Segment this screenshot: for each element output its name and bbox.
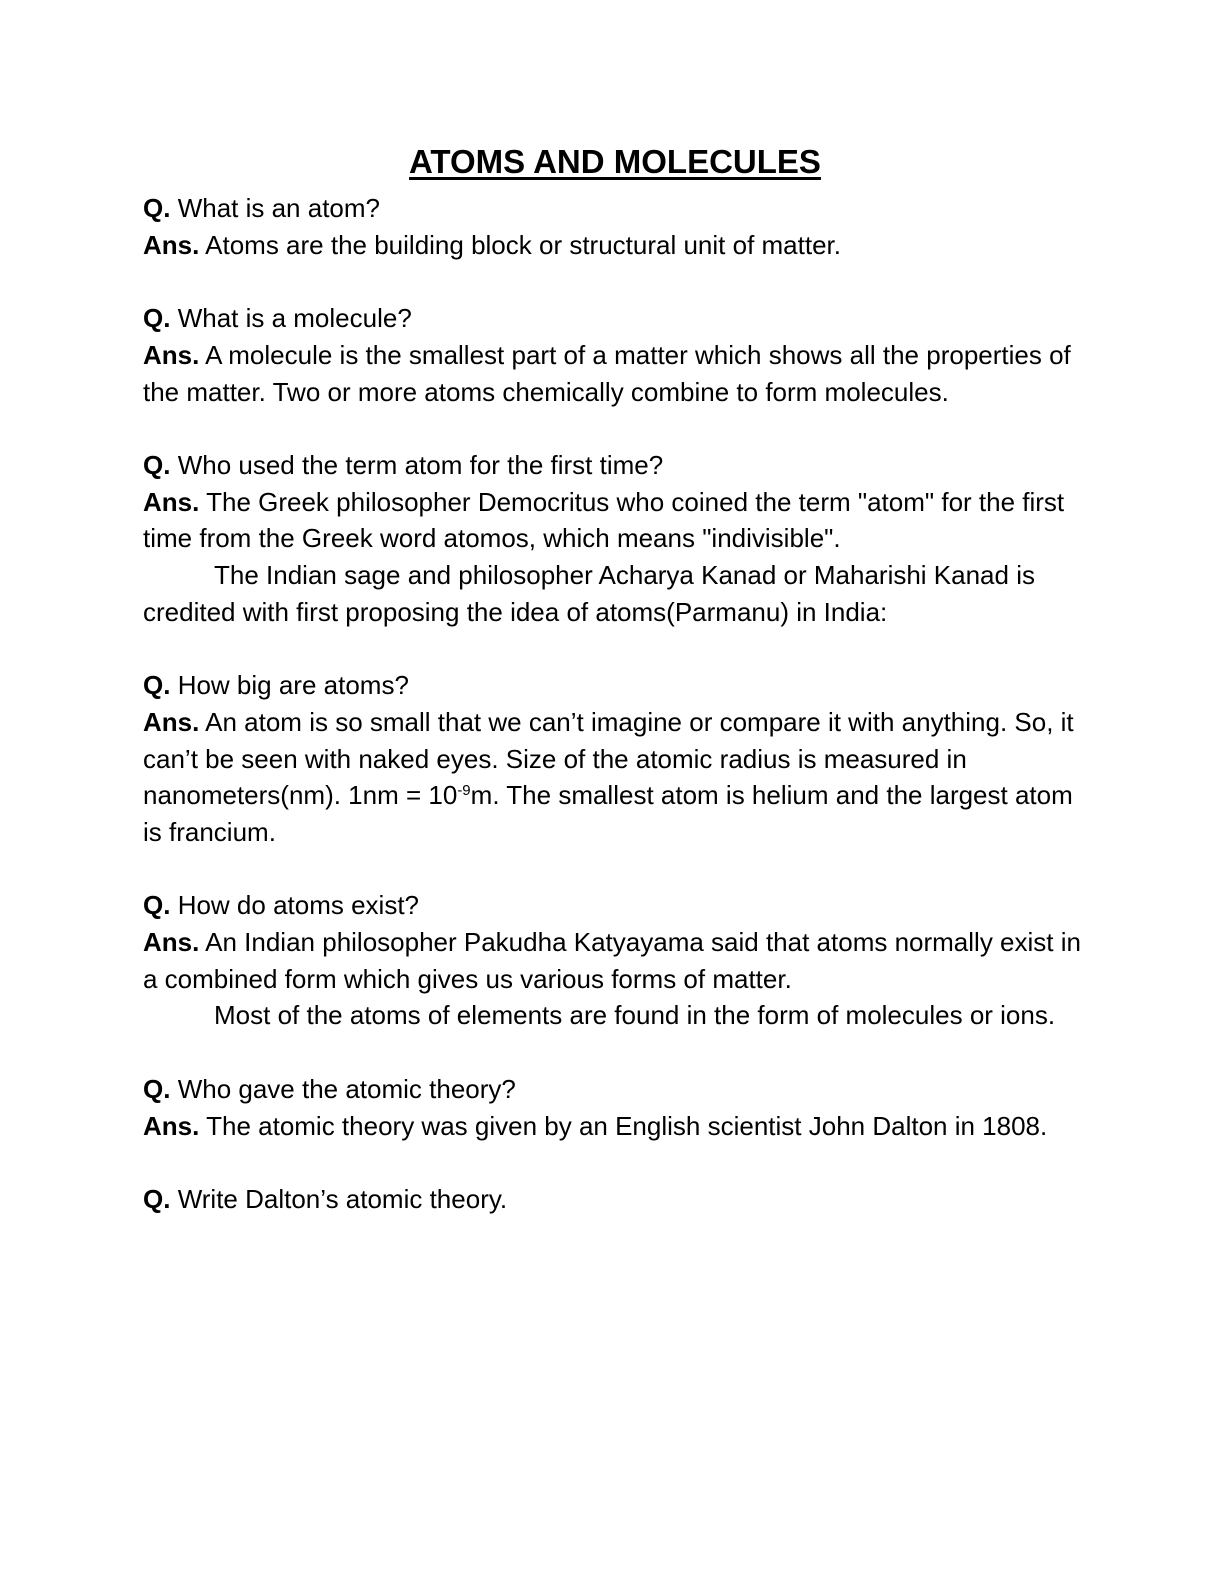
answer [143,704,1083,851]
question-text: What is an atom? [177,193,380,223]
answer-text: Atoms are the building block or structural unit of matter. [205,229,841,260]
question [143,1181,1083,1218]
qa-item [143,887,1083,1034]
qa-item [143,447,1083,631]
q-label: Q. [143,890,171,921]
q-label: Q. [143,303,171,334]
answer-text: The Greek philosopher Democritus who coined the term "atom" for the first time from the Greek word atomos, which means "indivisible". [143,486,1065,554]
answer [143,227,1083,264]
question-text: Who used the term atom for the first time? [177,449,664,480]
answer-text: A molecule is the smallest part of a matter which shows all the properties of the matter. Two or more atoms chemically combine to form molecules. [143,339,1071,407]
ans-label: Ans. [143,486,200,517]
q-label: Q. [143,1073,171,1104]
qa-item [143,1181,1083,1218]
q-label: Q. [143,670,171,701]
qa-item [143,1071,1083,1144]
q-label: Q. [143,1183,171,1214]
question [143,667,1083,704]
q-label: Q. [143,193,171,223]
ans-label: Ans. [143,927,200,957]
question [143,300,1083,337]
ans-label: Ans. [143,706,200,737]
qa-item [143,300,1083,410]
qa-item [143,190,1083,263]
question-text: What is a molecule? [177,303,412,334]
qa-item [143,667,1083,851]
document-title: ATOMS AND MOLECULES [409,143,821,180]
answer-extra: Most of the atoms of elements are found in the form of molecules or ions. [214,1000,1056,1031]
answer-text-cont: m. The smallest atom is helium and the largest atom is francium. [143,780,1073,847]
question-text: Who gave the atomic theory? [177,1073,516,1104]
answer [143,924,1083,997]
answer-text: The atomic theory was given by an English scientist John Dalton in 1808. [206,1110,1048,1141]
question [143,190,1083,227]
answer-extra: The Indian sage and philosopher Acharya Kanad or Maharishi Kanad is credited with first proposing the idea of atoms(Parmanu) in India: [143,560,1035,627]
question-text: How do atoms exist? [177,890,420,921]
answer-text: An Indian philosopher Pakudha Katyayama said that atoms normally exist in a combined form which gives us various forms of matter. [143,927,1081,994]
question [143,447,1083,484]
q-label: Q. [143,449,171,480]
question [143,1071,1083,1108]
question-text: Write Dalton’s atomic theory. [177,1183,508,1214]
question [143,887,1083,924]
ans-label: Ans. [143,339,200,370]
question-text: How big are atoms? [177,670,409,701]
document-page [143,140,1083,1254]
ans-label: Ans. [143,229,200,260]
exponent: -9 [457,782,471,800]
answer [143,1108,1083,1145]
ans-label: Ans. [143,1110,200,1141]
answer-text: An atom is so small that we can’t imagine or compare it with anything. So, it can’t be seen with naked eyes. Size of the atomic radius is measured in nanometers(nm). 1nm = 10 [143,706,1074,811]
answer [143,337,1083,410]
answer [143,484,1083,557]
